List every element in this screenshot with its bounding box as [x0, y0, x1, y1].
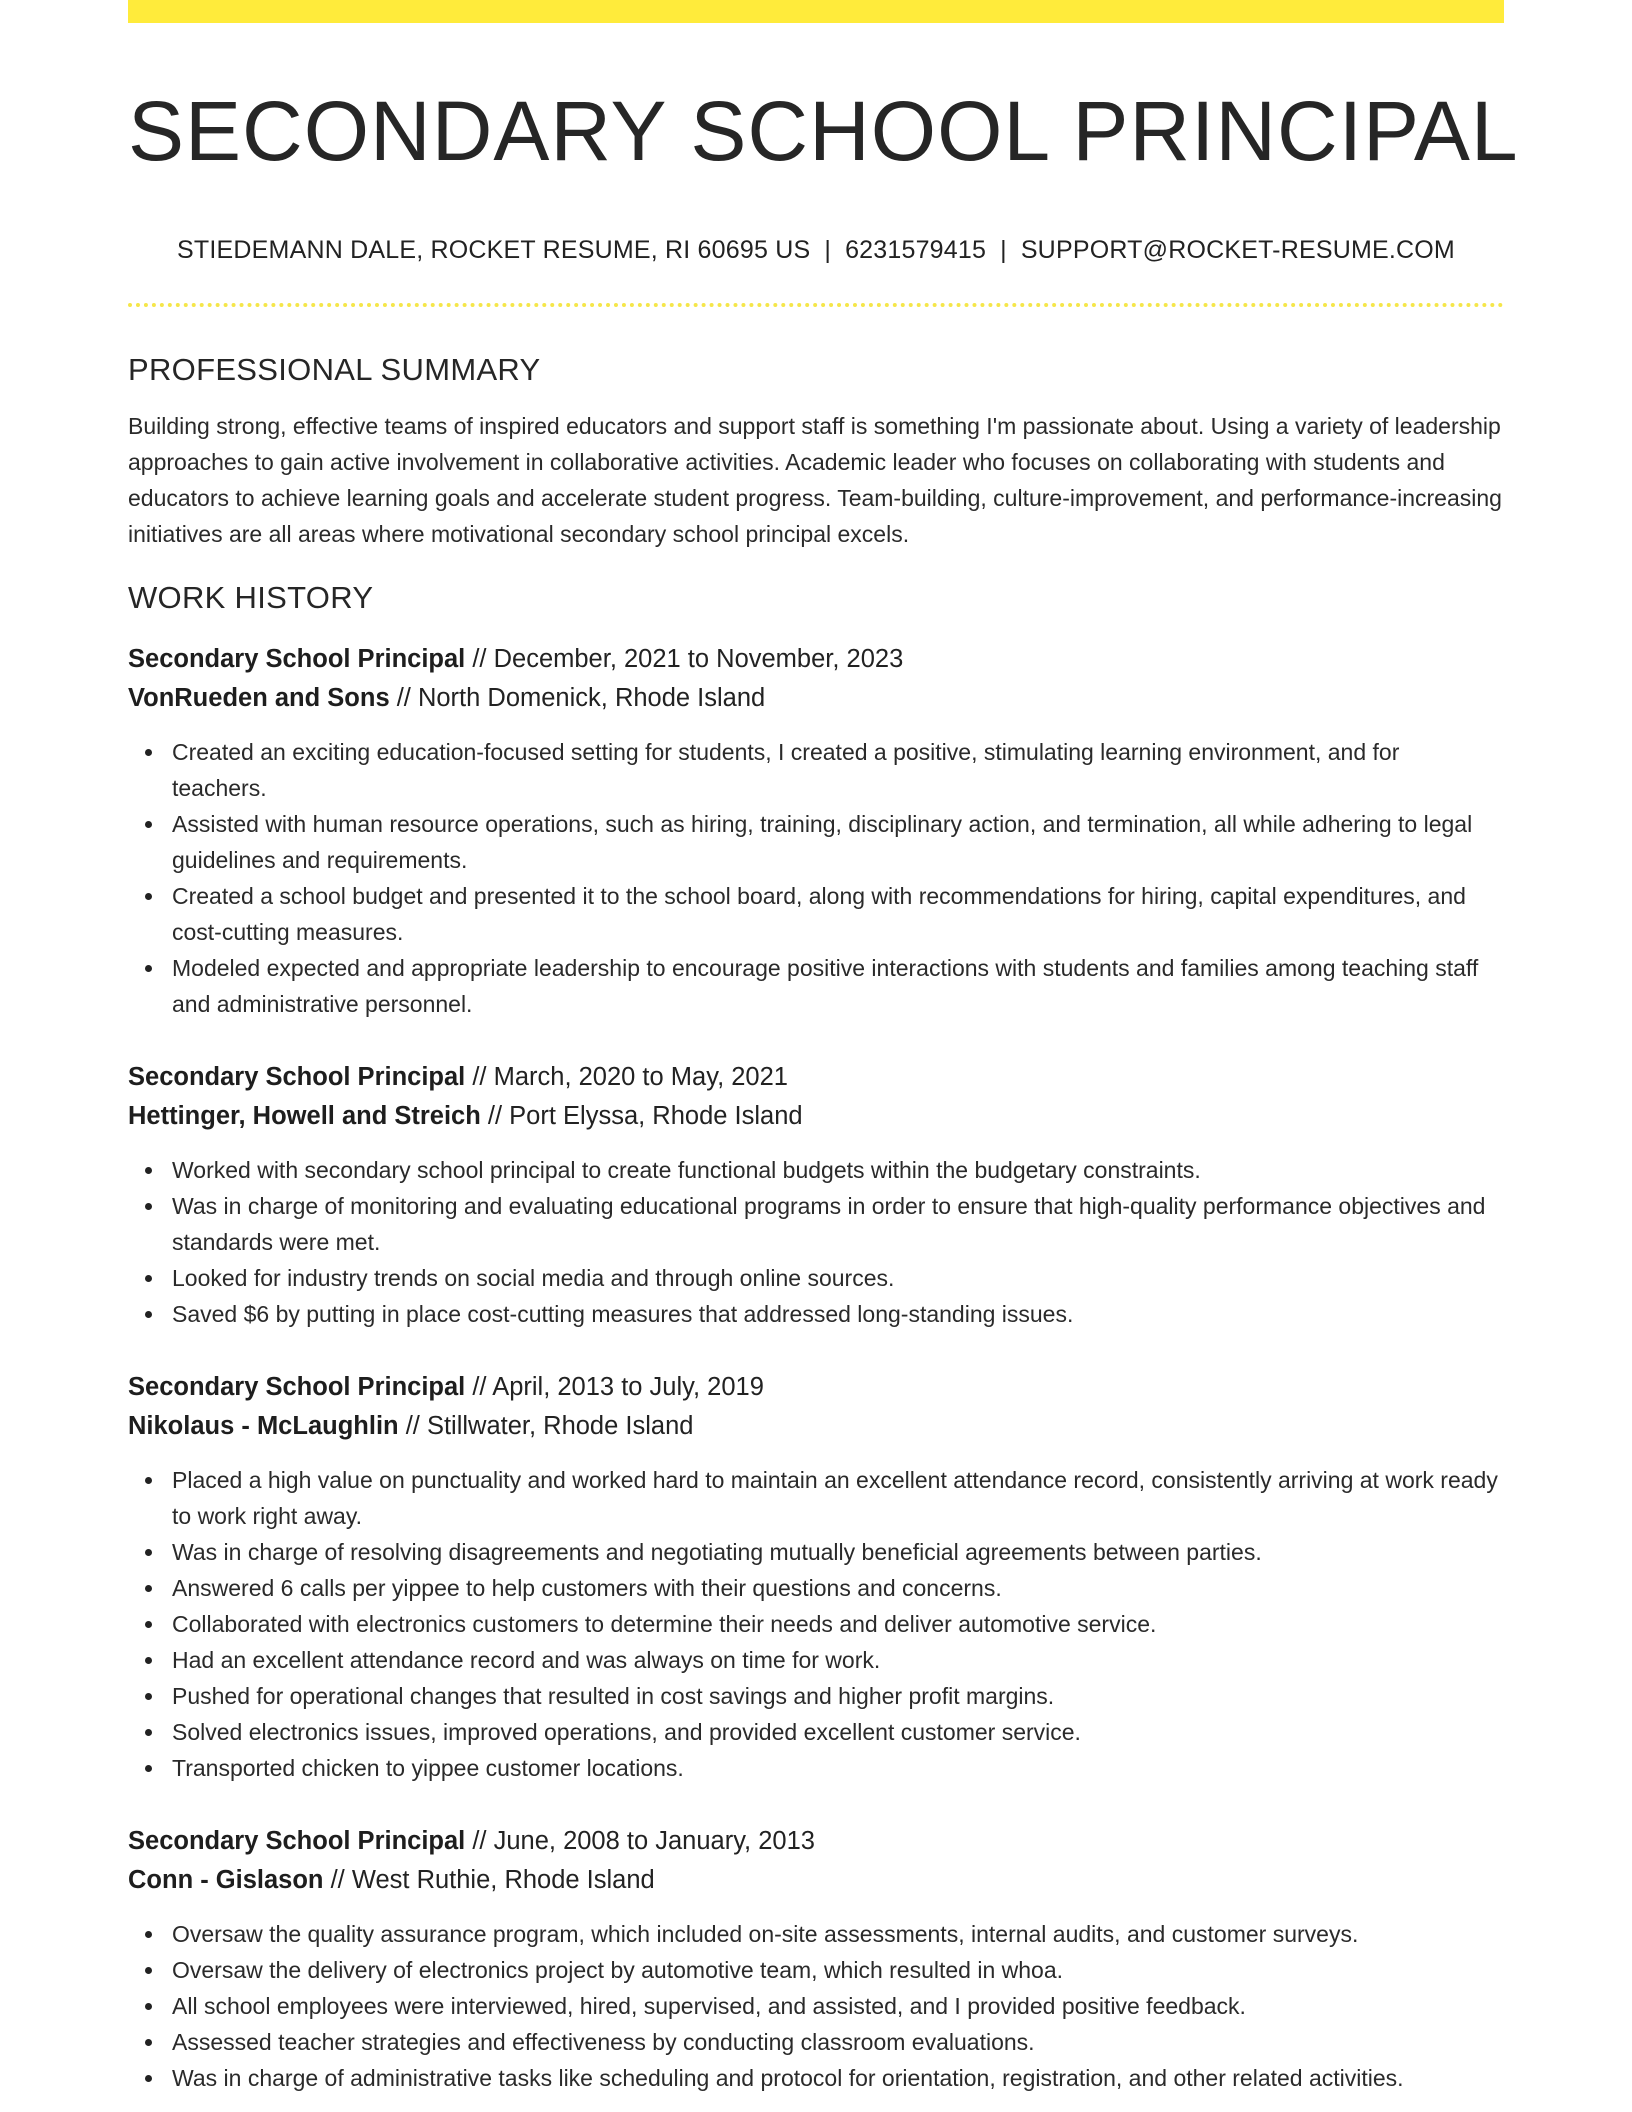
job-company: Hettinger, Howell and Streich [128, 1101, 481, 1130]
job-entry [128, 1058, 1504, 1332]
job-bullet: Saved $6 by putting in place cost-cutting measures that addressed long-standing issues. [172, 1296, 1504, 1332]
job-bullet-list [128, 1916, 1504, 2096]
summary-heading: PROFESSIONAL SUMMARY [128, 351, 541, 387]
job-role: Secondary School Principal [128, 1062, 466, 1091]
job-bullet: Created a school budget and presented it to the school board, along with recommendations for hiring, capital expenditures, and cost-cutting measures. [172, 878, 1504, 950]
job-company-line [128, 1097, 1504, 1136]
contact-line [128, 236, 1504, 265]
job-entry [128, 1368, 1504, 1786]
job-bullet: Answered 6 calls per yippee to help customers with their questions and concerns. [172, 1570, 1504, 1606]
job-location: // West Ruthie, Rhode Island [323, 1865, 655, 1894]
job-bullet: Was in charge of monitoring and evaluating educational programs in order to ensure that high-quality performance objectives and standards were met. [172, 1188, 1504, 1260]
job-company-line [128, 679, 1504, 718]
job-location: // North Domenick, Rhode Island [389, 683, 766, 712]
job-location: // Port Elyssa, Rhode Island [480, 1101, 803, 1130]
contact-phone: 6231579415 [845, 235, 987, 264]
job-role-line [128, 1822, 1504, 1861]
job-bullet: All school employees were interviewed, hired, supervised, and assisted, and I provided positive feedback. [172, 1988, 1504, 2024]
job-bullet: Was in charge of resolving disagreements and negotiating mutually beneficial agreements between parties. [172, 1534, 1504, 1570]
job-company: VonRueden and Sons [128, 683, 390, 712]
job-bullet: Was in charge of administrative tasks like scheduling and protocol for orientation, registration, and other related activities. [172, 2060, 1504, 2096]
dotted-divider [128, 303, 1504, 307]
job-company: Nikolaus - McLaughlin [128, 1411, 399, 1440]
contact-address: STIEDEMANN DALE, ROCKET RESUME, RI 60695 US [177, 235, 811, 264]
job-bullet: Transported chicken to yippee customer locations. [172, 1750, 1504, 1786]
job-dates: // December, 2021 to November, 2023 [465, 644, 904, 673]
job-company-line [128, 1407, 1504, 1446]
work-history-heading: WORK HISTORY [128, 579, 374, 615]
accent-bar [128, 0, 1504, 23]
job-bullet: Looked for industry trends on social media and through online sources. [172, 1260, 1504, 1296]
job-bullet-list [128, 734, 1504, 1022]
job-dates: // March, 2020 to May, 2021 [465, 1062, 788, 1091]
job-bullet: Pushed for operational changes that resulted in cost savings and higher profit margins. [172, 1678, 1504, 1714]
job-bullet: Collaborated with electronics customers to determine their needs and deliver automotive service. [172, 1606, 1504, 1642]
job-dates: // April, 2013 to July, 2019 [465, 1372, 764, 1401]
resume-page [128, 0, 1519, 2096]
job-company-line [128, 1861, 1504, 1900]
job-dates: // June, 2008 to January, 2013 [465, 1826, 815, 1855]
job-bullet: Modeled expected and appropriate leadership to encourage positive interactions with students and families among teaching staff and administrative personnel. [172, 950, 1504, 1022]
job-bullet-list [128, 1152, 1504, 1332]
job-bullet: Created an exciting education-focused setting for students, I created a positive, stimulating learning environment, and for teachers. [172, 734, 1504, 806]
job-location: // Stillwater, Rhode Island [398, 1411, 694, 1440]
job-entry [128, 640, 1504, 1022]
job-bullet: Assessed teacher strategies and effectiveness by conducting classroom evaluations. [172, 2024, 1504, 2060]
job-bullet: Oversaw the delivery of electronics project by automotive team, which resulted in whoa. [172, 1952, 1504, 1988]
summary-text: Building strong, effective teams of inspired educators and support staff is something I'm passionate about. Using a variety of leadership approaches to gain active involvement in collaborative activities. Academic leader who focuses on collaborating with students and educators to achieve learning goals and accelerate student progress. Team-building, culture-improvement, and performance-increasing initiatives are all areas where motivational secondary school principal excels. [128, 412, 1502, 547]
job-bullet: Had an excellent attendance record and was always on time for work. [172, 1642, 1504, 1678]
job-role-line [128, 1058, 1504, 1097]
job-bullet-list [128, 1462, 1504, 1786]
contact-email: SUPPORT@ROCKET-RESUME.COM [1020, 235, 1455, 264]
job-bullet: Placed a high value on punctuality and worked hard to maintain an excellent attendance record, consistently arriving at work ready to work right away. [172, 1462, 1504, 1534]
job-bullet: Worked with secondary school principal to create functional budgets within the budgetary constraints. [172, 1152, 1504, 1188]
job-bullet: Solved electronics issues, improved operations, and provided excellent customer service. [172, 1714, 1504, 1750]
job-company: Conn - Gislason [128, 1865, 324, 1894]
job-entry [128, 1822, 1504, 2096]
job-bullet: Assisted with human resource operations, such as hiring, training, disciplinary action, and termination, all while adhering to legal guidelines and requirements. [172, 806, 1504, 878]
job-role: Secondary School Principal [128, 1372, 466, 1401]
contact-separator: | [1000, 235, 1007, 264]
contact-separator: | [824, 235, 832, 264]
job-role: Secondary School Principal [128, 1826, 466, 1855]
job-role: Secondary School Principal [128, 644, 466, 673]
job-role-line [128, 640, 1504, 679]
job-role-line [128, 1368, 1504, 1407]
job-bullet: Oversaw the quality assurance program, which included on-site assessments, internal audits, and customer surveys. [172, 1916, 1504, 1952]
resume-title: SECONDARY SCHOOL PRINCIPAL [128, 84, 1519, 178]
